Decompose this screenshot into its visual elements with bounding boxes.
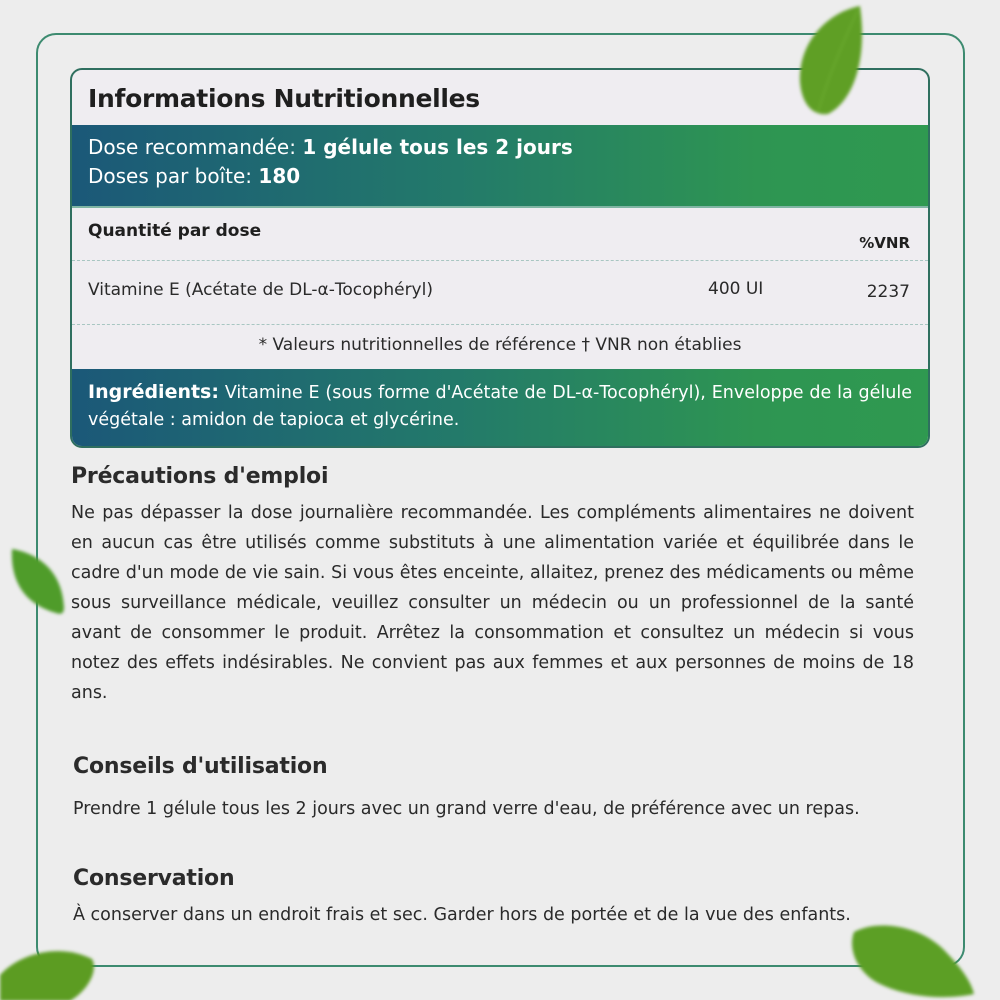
footnote: * Valeurs nutritionnelles de référence † VNR non établies [258, 335, 742, 355]
nutrient-name: Vitamine E (Acétate de DL-α-Tocophéryl) [88, 280, 433, 300]
section-title: Précautions d'emploi [71, 464, 329, 489]
ingredients-band [72, 369, 928, 448]
header-quantity: Quantité par dose [88, 221, 262, 241]
table-row [72, 261, 928, 325]
leaf-icon [0, 945, 100, 1000]
leaf-icon [6, 545, 66, 617]
section-title: Conseils d'utilisation [73, 754, 328, 779]
ingredients-text: Vitamine E (sous forme d'Acétate de DL-α-Tocophéryl), Enveloppe de la gélule végétale : amidon de tapioca et glycérine. [88, 383, 912, 430]
section-usage-advice [73, 754, 916, 824]
ingredients-label: Ingrédients: [88, 381, 219, 403]
dose-label: Dose recommandée: [88, 135, 296, 159]
dose-band [72, 125, 928, 208]
section-body: Prendre 1 gélule tous les 2 jours avec un grand verre d'eau, de préférence avec un repas. [73, 799, 860, 819]
doses-per-box-value: 180 [258, 164, 301, 188]
section-precautions [71, 464, 914, 708]
nutrition-card [70, 68, 930, 448]
dose-recommended-line [88, 133, 928, 162]
doses-per-box-label: Doses par boîte: [88, 164, 253, 188]
card-title: Informations Nutritionnelles [88, 84, 480, 113]
header-vnr: %VNR [859, 234, 910, 252]
doses-per-box-line [88, 162, 928, 191]
section-body: Ne pas dépasser la dose journalière recommandée. Les compléments alimentaires ne doivent en aucun cas être utilisés comme substituts à une alimentation variée et équilibrée dans le cadre d'un mode de vie sain. Si vous êtes enceinte, allaitez, prenez des médicaments ou même sous surveillance médicale, veuillez consulter un médecin ou un professionnel de la santé avant de consommer le produit. Arrêtez la consommation et consultez un médecin si vous notez des effets indésirables. Ne convient pas aux femmes et aux personnes de moins de 18 ans. [71, 503, 914, 703]
dose-value: 1 gélule tous les 2 jours [302, 135, 573, 159]
table-header [72, 208, 928, 261]
nutrient-amount: 400 UI [708, 279, 764, 299]
section-body: À conserver dans un endroit frais et sec. Garder hors de portée et de la vue des enfants. [73, 905, 851, 925]
section-title: Conservation [73, 866, 235, 891]
leaf-icon [846, 918, 976, 1000]
section-storage [73, 866, 916, 929]
nutrient-vnr: 2237 [866, 282, 910, 302]
leaf-icon [788, 2, 872, 120]
